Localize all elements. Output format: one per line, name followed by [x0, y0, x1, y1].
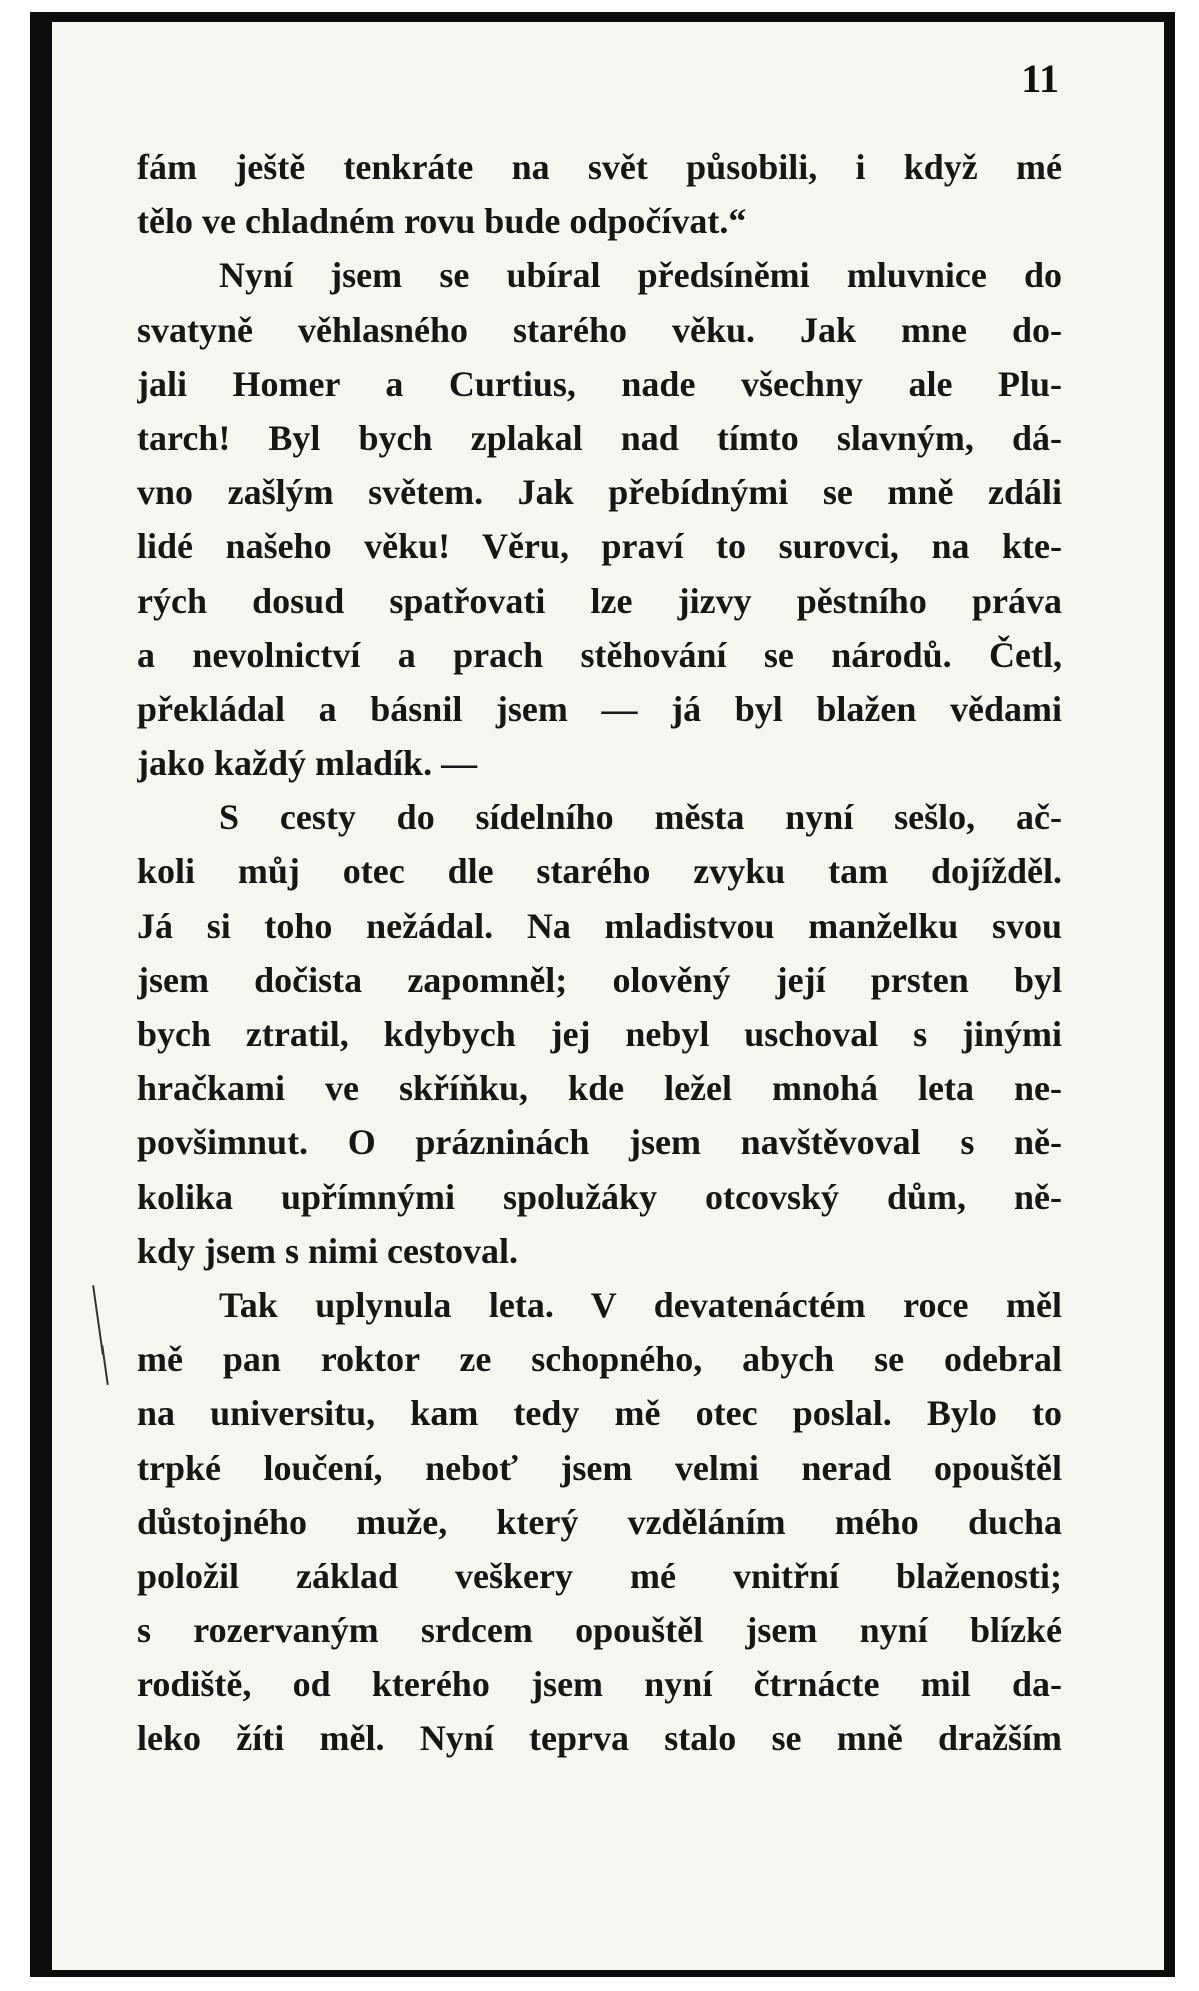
- text-line: leko žíti měl. Nyní teprva stalo se mně dražším: [137, 1718, 1062, 1759]
- text-line: bych ztratil, kdybych jej nebyl uschoval s jinými: [137, 1014, 1062, 1054]
- text-line: důstojného muže, který vzděláním mého ducha: [137, 1501, 1062, 1542]
- page-number: 11: [1021, 56, 1059, 101]
- text-line: na universitu, kam tedy mě otec poslal. Bylo to: [137, 1393, 1062, 1434]
- text-line: vno zašlým světem. Jak přebídnými se mně zdáli: [137, 472, 1062, 513]
- text-line: jako každý mladík. —: [137, 743, 478, 784]
- text-line: S cesty do sídelního města nyní sešlo, ač-: [219, 797, 1062, 838]
- text-line: rodiště, od kterého jsem nyní čtrnácte mil da-: [137, 1664, 1062, 1705]
- text-line: Nyní jsem se ubíral předsíněmi mluvnice do: [219, 255, 1062, 296]
- body-text: [137, 140, 1062, 1766]
- text-line: kdy jsem s nimi cestoval.: [137, 1230, 518, 1271]
- text-line: svatyně věhlasného starého věku. Jak mne do-: [137, 309, 1062, 350]
- text-line: rých dosud spatřovati lze jizvy pěstního práva: [137, 580, 1062, 621]
- text-line: Já si toho nežádal. Na mladistvou manželku svou: [137, 905, 1062, 946]
- text-line: Tak uplynula leta. V devatenáctém roce měl: [219, 1284, 1062, 1325]
- text-line: kolika upřímnými spolužáky otcovský dům, ně-: [137, 1176, 1062, 1217]
- text-line: lidé našeho věku! Věru, praví to surovci, na kte-: [137, 526, 1062, 567]
- text-line: položil základ veškery mé vnitřní blaženosti;: [137, 1555, 1062, 1596]
- text-line: koli můj otec dle starého zvyku tam dojížděl.: [137, 851, 1062, 892]
- text-line: mě pan roktor ze schopného, abych se odebral: [137, 1339, 1062, 1380]
- text-line: fám ještě tenkráte na svět působili, i když mé: [137, 147, 1062, 187]
- text-line: jsem dočista zapomněl; olověný její prsten byl: [137, 959, 1062, 1000]
- text-line: povšimnut. O prázninách jsem navštěvoval s ně-: [137, 1122, 1062, 1163]
- text-line: jali Homer a Curtius, nade všechny ale Plu-: [137, 363, 1062, 404]
- text-line: s rozervaným srdcem opouštěl jsem nyní blízké: [137, 1610, 1062, 1651]
- text-line: překládal a básnil jsem — já byl blažen vědami: [137, 688, 1062, 729]
- text-line: tarch! Byl bych zplakal nad tímto slavným, dá-: [137, 417, 1062, 458]
- text-line: a nevolnictví a prach stěhování se národů. Četl,: [137, 634, 1062, 675]
- text-line: tělo ve chladném rovu bude odpočívat.“: [137, 201, 747, 242]
- text-line: hračkami ve skříňku, kde ležel mnohá leta ne-: [137, 1068, 1062, 1109]
- text-line: trpké loučení, neboť jsem velmi nerad opouštěl: [137, 1447, 1062, 1488]
